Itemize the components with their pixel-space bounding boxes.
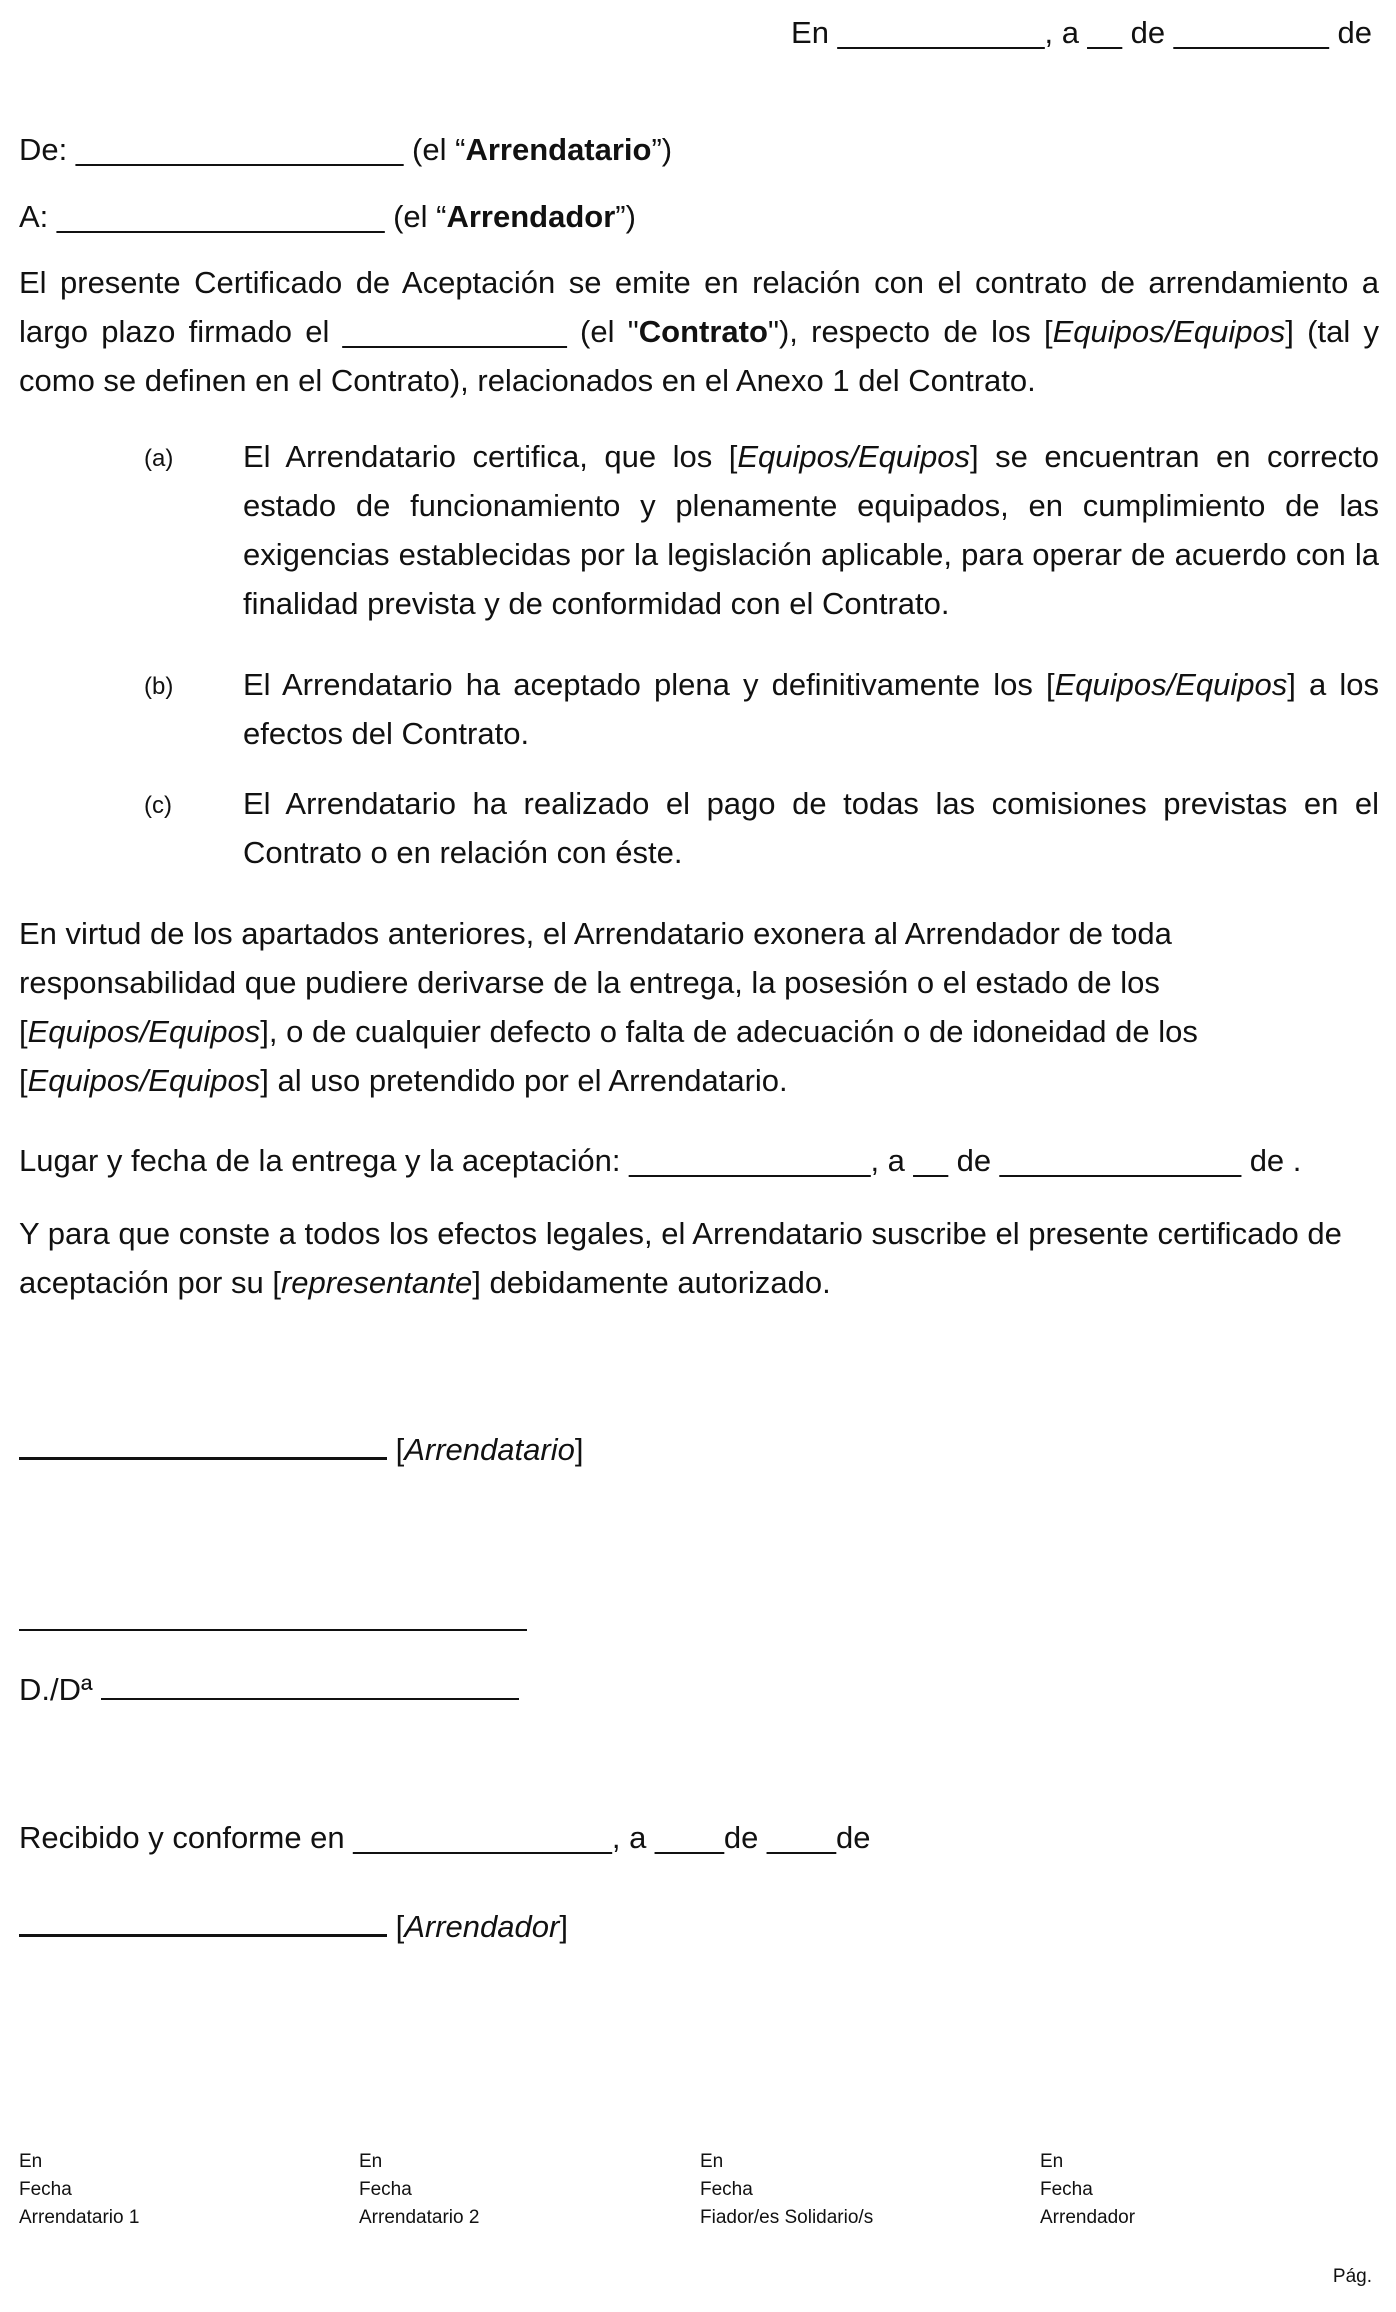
item-b-part2: ] a los efectos del Contrato.: [243, 667, 1379, 751]
list-marker-b: (b): [144, 673, 174, 700]
footer-column-arrendatario-2: [359, 2148, 479, 2232]
dd-label: D./Dª: [19, 1672, 93, 1707]
footer-column-arrendador: [1040, 2148, 1135, 2232]
intro-text-2: "), respecto de los [: [767, 314, 1053, 349]
footer-en: En: [1040, 2151, 1064, 2172]
list-marker-a: (a): [144, 445, 174, 472]
arrendatario-signature: [Arrendatario]: [19, 1425, 583, 1474]
intro-paragraph: [19, 258, 1379, 405]
dd-name-blank: [101, 1670, 519, 1700]
footer-role: Arrendatario 1: [19, 2207, 140, 2228]
footer-role: Arrendador: [1040, 2207, 1136, 2228]
release-equipos-1: Equipos/Equipos: [27, 1014, 261, 1049]
footer-en: En: [700, 2151, 724, 2172]
to-role: Arrendador: [446, 199, 616, 234]
list-marker-c: (c): [144, 792, 172, 819]
list-item-a: [19, 432, 1379, 628]
list-item-a-text: [243, 432, 1379, 628]
intro-text-3: ] (tal y como se definen en el Contrato), relacionados en el Anexo 1 del Contrato.: [19, 314, 1380, 398]
to-suffix: ”): [615, 199, 636, 234]
place-date-line: Lugar y fecha de la entrega y la aceptación: ______________, a __ de ______________ de .: [19, 1143, 1302, 1178]
to-party-line: [19, 192, 636, 241]
page-number-label: Pág.: [1332, 2266, 1372, 2287]
footer-column-fiador: [700, 2148, 873, 2232]
closing-text-1: Y para que conste a todos los efectos legales, el Arrendatario suscribe el presente certificado de aceptación por su [: [19, 1216, 1342, 1300]
release-equipos-2: Equipos/Equipos: [27, 1063, 261, 1098]
closing-text-2: ] debidamente autorizado.: [472, 1265, 831, 1300]
item-a-equipos: Equipos/Equipos: [737, 439, 971, 474]
footer-fecha: Fecha: [19, 2179, 72, 2200]
dd-name-line: [19, 1665, 519, 1714]
list-item-c-text: El Arrendatario ha realizado el pago de todas las comisiones previstas en el Contrato o en relación con éste.: [243, 786, 1379, 870]
footer-column-arrendatario-1: [19, 2148, 139, 2232]
to-prefix: A: ___________________ (el “: [19, 199, 447, 234]
from-party-line: [19, 125, 672, 174]
arrendador-signature-label: Arrendador: [404, 1909, 560, 1944]
header-place-date: En ____________, a __ de _________ de: [791, 15, 1372, 50]
intro-equipos: Equipos/Equipos: [1052, 314, 1286, 349]
release-text-2: ], o de cualquier defecto o falta de adecuación o de idoneidad de los [: [19, 1014, 1198, 1098]
footer-fecha: Fecha: [359, 2179, 412, 2200]
list-item-b: [19, 660, 1379, 758]
arrendador-signature: [Arrendador]: [19, 1902, 568, 1951]
release-paragraph: [19, 909, 1379, 1105]
footer-en: En: [359, 2151, 383, 2172]
list-item-c: [19, 779, 1379, 877]
item-a-part1: El Arrendatario certifica, que los [: [243, 439, 738, 474]
footer-en: En: [19, 2151, 43, 2172]
arrendatario-signature-label: Arrendatario: [404, 1432, 575, 1467]
received-line: Recibido y conforme en _______________, a ____de ____de: [19, 1820, 871, 1855]
footer-fecha: Fecha: [700, 2179, 753, 2200]
arrendatario-signature-line: [19, 1457, 387, 1460]
footer-role: Fiador/es Solidario/s: [700, 2207, 874, 2228]
arrendador-signature-line: [19, 1934, 387, 1937]
item-b-equipos: Equipos/Equipos: [1054, 667, 1288, 702]
closing-paragraph: [19, 1209, 1379, 1307]
from-prefix: De: ___________________ (el “: [19, 132, 466, 167]
signature-line: [19, 1629, 527, 1631]
item-b-part1: El Arrendatario ha aceptado plena y definitivamente los [: [243, 667, 1055, 702]
release-text-1: En virtud de los apartados anteriores, el Arrendatario exonera al Arrendador de toda responsabilidad que pudiere derivarse de la entrega, la posesión o el estado de los [: [19, 916, 1172, 1049]
release-text-3: ] al uso pretendido por el Arrendatario.: [260, 1063, 788, 1098]
from-suffix: ”): [651, 132, 673, 167]
list-item-b-text: [243, 660, 1379, 758]
footer-fecha: Fecha: [1040, 2179, 1093, 2200]
footer-role: Arrendatario 2: [359, 2207, 480, 2228]
from-role: Arrendatario: [465, 132, 652, 167]
item-a-part2: ] se encuentran en correcto estado de funcionamiento y plenamente equipados, en cumplimiento de las exigencias establecidas por la legislación aplicable, para operar de acuerdo con la finalidad prevista y de conformidad con el Contrato.: [243, 439, 1379, 621]
intro-contrato: Contrato: [638, 314, 768, 349]
closing-representante: representante: [280, 1265, 473, 1300]
intro-text-1: El presente Certificado de Aceptación se emite en relación con el contrato de arrendamiento a largo plazo firmado el _____________ (el ": [19, 265, 1379, 349]
